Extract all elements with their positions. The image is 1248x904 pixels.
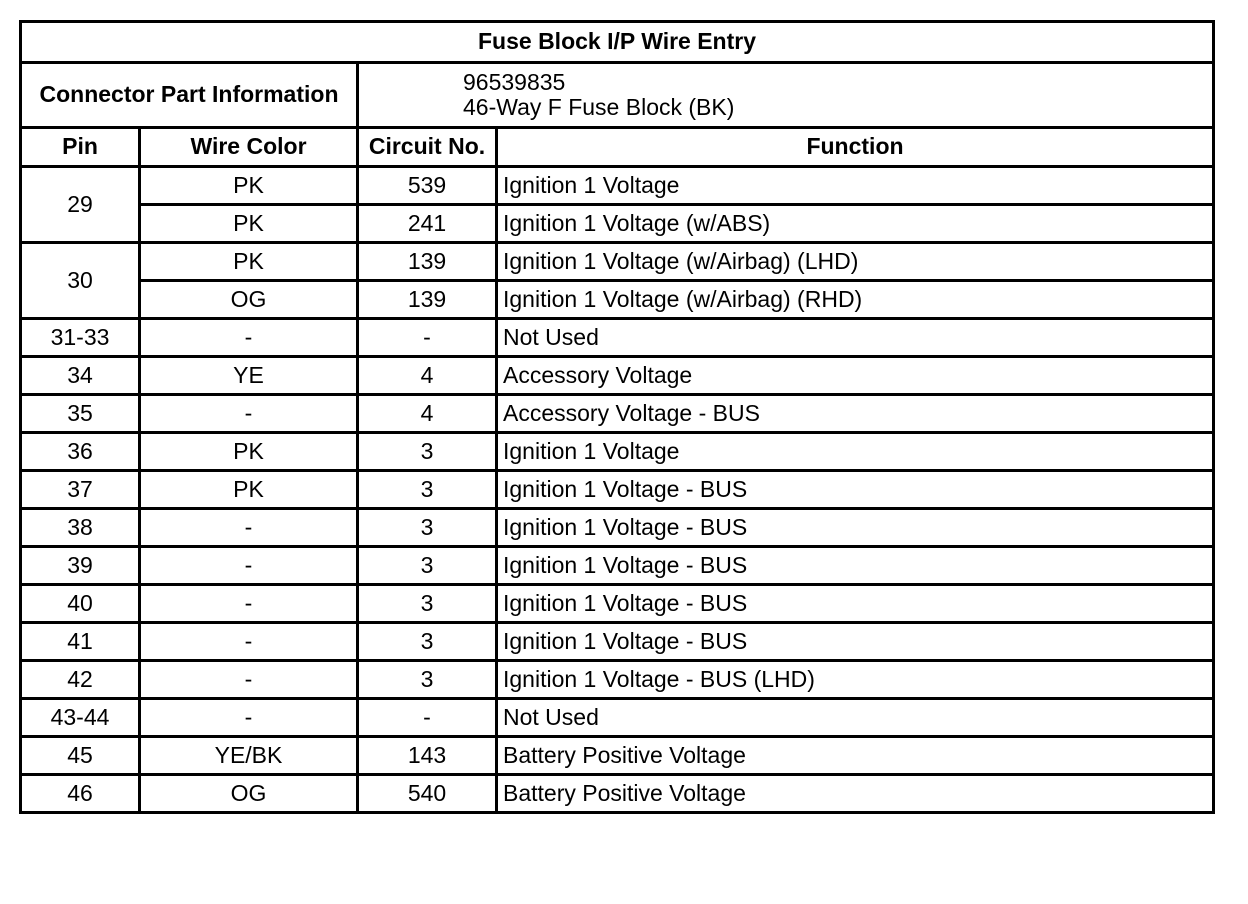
column-header-circuit: Circuit No.: [358, 128, 497, 167]
pin-cell: 42: [21, 661, 140, 699]
pin-cell: 36: [21, 433, 140, 471]
wire-color-cell: OG: [140, 281, 358, 319]
pin-cell: 38: [21, 509, 140, 547]
pin-cell: 29: [21, 167, 140, 243]
wire-color-cell: YE/BK: [140, 737, 358, 775]
pin-cell: 43-44: [21, 699, 140, 737]
circuit-cell: 3: [358, 433, 497, 471]
wire-color-cell: -: [140, 319, 358, 357]
circuit-cell: 139: [358, 281, 497, 319]
connector-info-label: Connector Part Information: [21, 63, 358, 128]
circuit-cell: 3: [358, 585, 497, 623]
wire-color-cell: PK: [140, 471, 358, 509]
circuit-cell: 3: [358, 661, 497, 699]
pin-rows: [21, 167, 1214, 813]
wire-color-cell: -: [140, 547, 358, 585]
connector-part-number: 96539835: [463, 68, 566, 95]
wire-color-cell: -: [140, 585, 358, 623]
table-row: [21, 699, 1214, 737]
circuit-cell: 4: [358, 395, 497, 433]
circuit-cell: 4: [358, 357, 497, 395]
function-cell: Ignition 1 Voltage - BUS: [497, 509, 1214, 547]
pin-cell: 41: [21, 623, 140, 661]
function-cell: Ignition 1 Voltage - BUS: [497, 623, 1214, 661]
circuit-cell: 3: [358, 623, 497, 661]
table-row: [21, 395, 1214, 433]
table-row: [21, 509, 1214, 547]
function-cell: Ignition 1 Voltage (w/Airbag) (RHD): [497, 281, 1214, 319]
wire-color-cell: -: [140, 395, 358, 433]
table-row: [21, 623, 1214, 661]
wire-color-cell: -: [140, 661, 358, 699]
function-cell: Accessory Voltage - BUS: [497, 395, 1214, 433]
table-row: [21, 433, 1214, 471]
wire-color-cell: OG: [140, 775, 358, 813]
circuit-cell: 241: [358, 205, 497, 243]
function-cell: Battery Positive Voltage: [497, 775, 1214, 813]
function-cell: Ignition 1 Voltage - BUS: [497, 585, 1214, 623]
wire-color-cell: PK: [140, 433, 358, 471]
pin-cell: 34: [21, 357, 140, 395]
circuit-cell: -: [358, 699, 497, 737]
connector-info-value: [358, 63, 1214, 128]
wire-color-cell: -: [140, 699, 358, 737]
circuit-cell: -: [358, 319, 497, 357]
table-row: [21, 205, 1214, 243]
function-cell: Not Used: [497, 319, 1214, 357]
circuit-cell: 3: [358, 471, 497, 509]
table-row: [21, 243, 1214, 281]
function-cell: Ignition 1 Voltage (w/Airbag) (LHD): [497, 243, 1214, 281]
column-header-function: Function: [497, 128, 1214, 167]
table-title: Fuse Block I/P Wire Entry: [21, 22, 1214, 63]
function-cell: Ignition 1 Voltage: [497, 167, 1214, 205]
wire-color-cell: PK: [140, 167, 358, 205]
fuse-block-table: [19, 20, 1215, 814]
column-header-pin: Pin: [21, 128, 140, 167]
wire-color-cell: PK: [140, 205, 358, 243]
circuit-cell: 539: [358, 167, 497, 205]
table-row: [21, 471, 1214, 509]
circuit-cell: 3: [358, 509, 497, 547]
function-cell: Ignition 1 Voltage - BUS: [497, 471, 1214, 509]
circuit-cell: 139: [358, 243, 497, 281]
table-row: [21, 661, 1214, 699]
circuit-cell: 540: [358, 775, 497, 813]
pin-cell: 39: [21, 547, 140, 585]
pin-cell: 31-33: [21, 319, 140, 357]
table-row: [21, 167, 1214, 205]
function-cell: Battery Positive Voltage: [497, 737, 1214, 775]
wire-color-cell: -: [140, 623, 358, 661]
circuit-cell: 3: [358, 547, 497, 585]
pin-cell: 45: [21, 737, 140, 775]
pin-cell: 46: [21, 775, 140, 813]
function-cell: Not Used: [497, 699, 1214, 737]
function-cell: Ignition 1 Voltage - BUS (LHD): [497, 661, 1214, 699]
circuit-cell: 143: [358, 737, 497, 775]
table-row: [21, 775, 1214, 813]
table-row: [21, 357, 1214, 395]
pin-cell: 30: [21, 243, 140, 319]
pin-cell: 37: [21, 471, 140, 509]
function-cell: Accessory Voltage: [497, 357, 1214, 395]
table-row: [21, 281, 1214, 319]
wire-color-cell: -: [140, 509, 358, 547]
wire-color-cell: PK: [140, 243, 358, 281]
connector-description: 46-Way F Fuse Block (BK): [463, 94, 735, 120]
column-header-wire-color: Wire Color: [140, 128, 358, 167]
pin-cell: 40: [21, 585, 140, 623]
table-row: [21, 585, 1214, 623]
table-row: [21, 737, 1214, 775]
table-row: [21, 547, 1214, 585]
table-row: [21, 319, 1214, 357]
wire-color-cell: YE: [140, 357, 358, 395]
function-cell: Ignition 1 Voltage (w/ABS): [497, 205, 1214, 243]
function-cell: Ignition 1 Voltage: [497, 433, 1214, 471]
function-cell: Ignition 1 Voltage - BUS: [497, 547, 1214, 585]
pin-cell: 35: [21, 395, 140, 433]
